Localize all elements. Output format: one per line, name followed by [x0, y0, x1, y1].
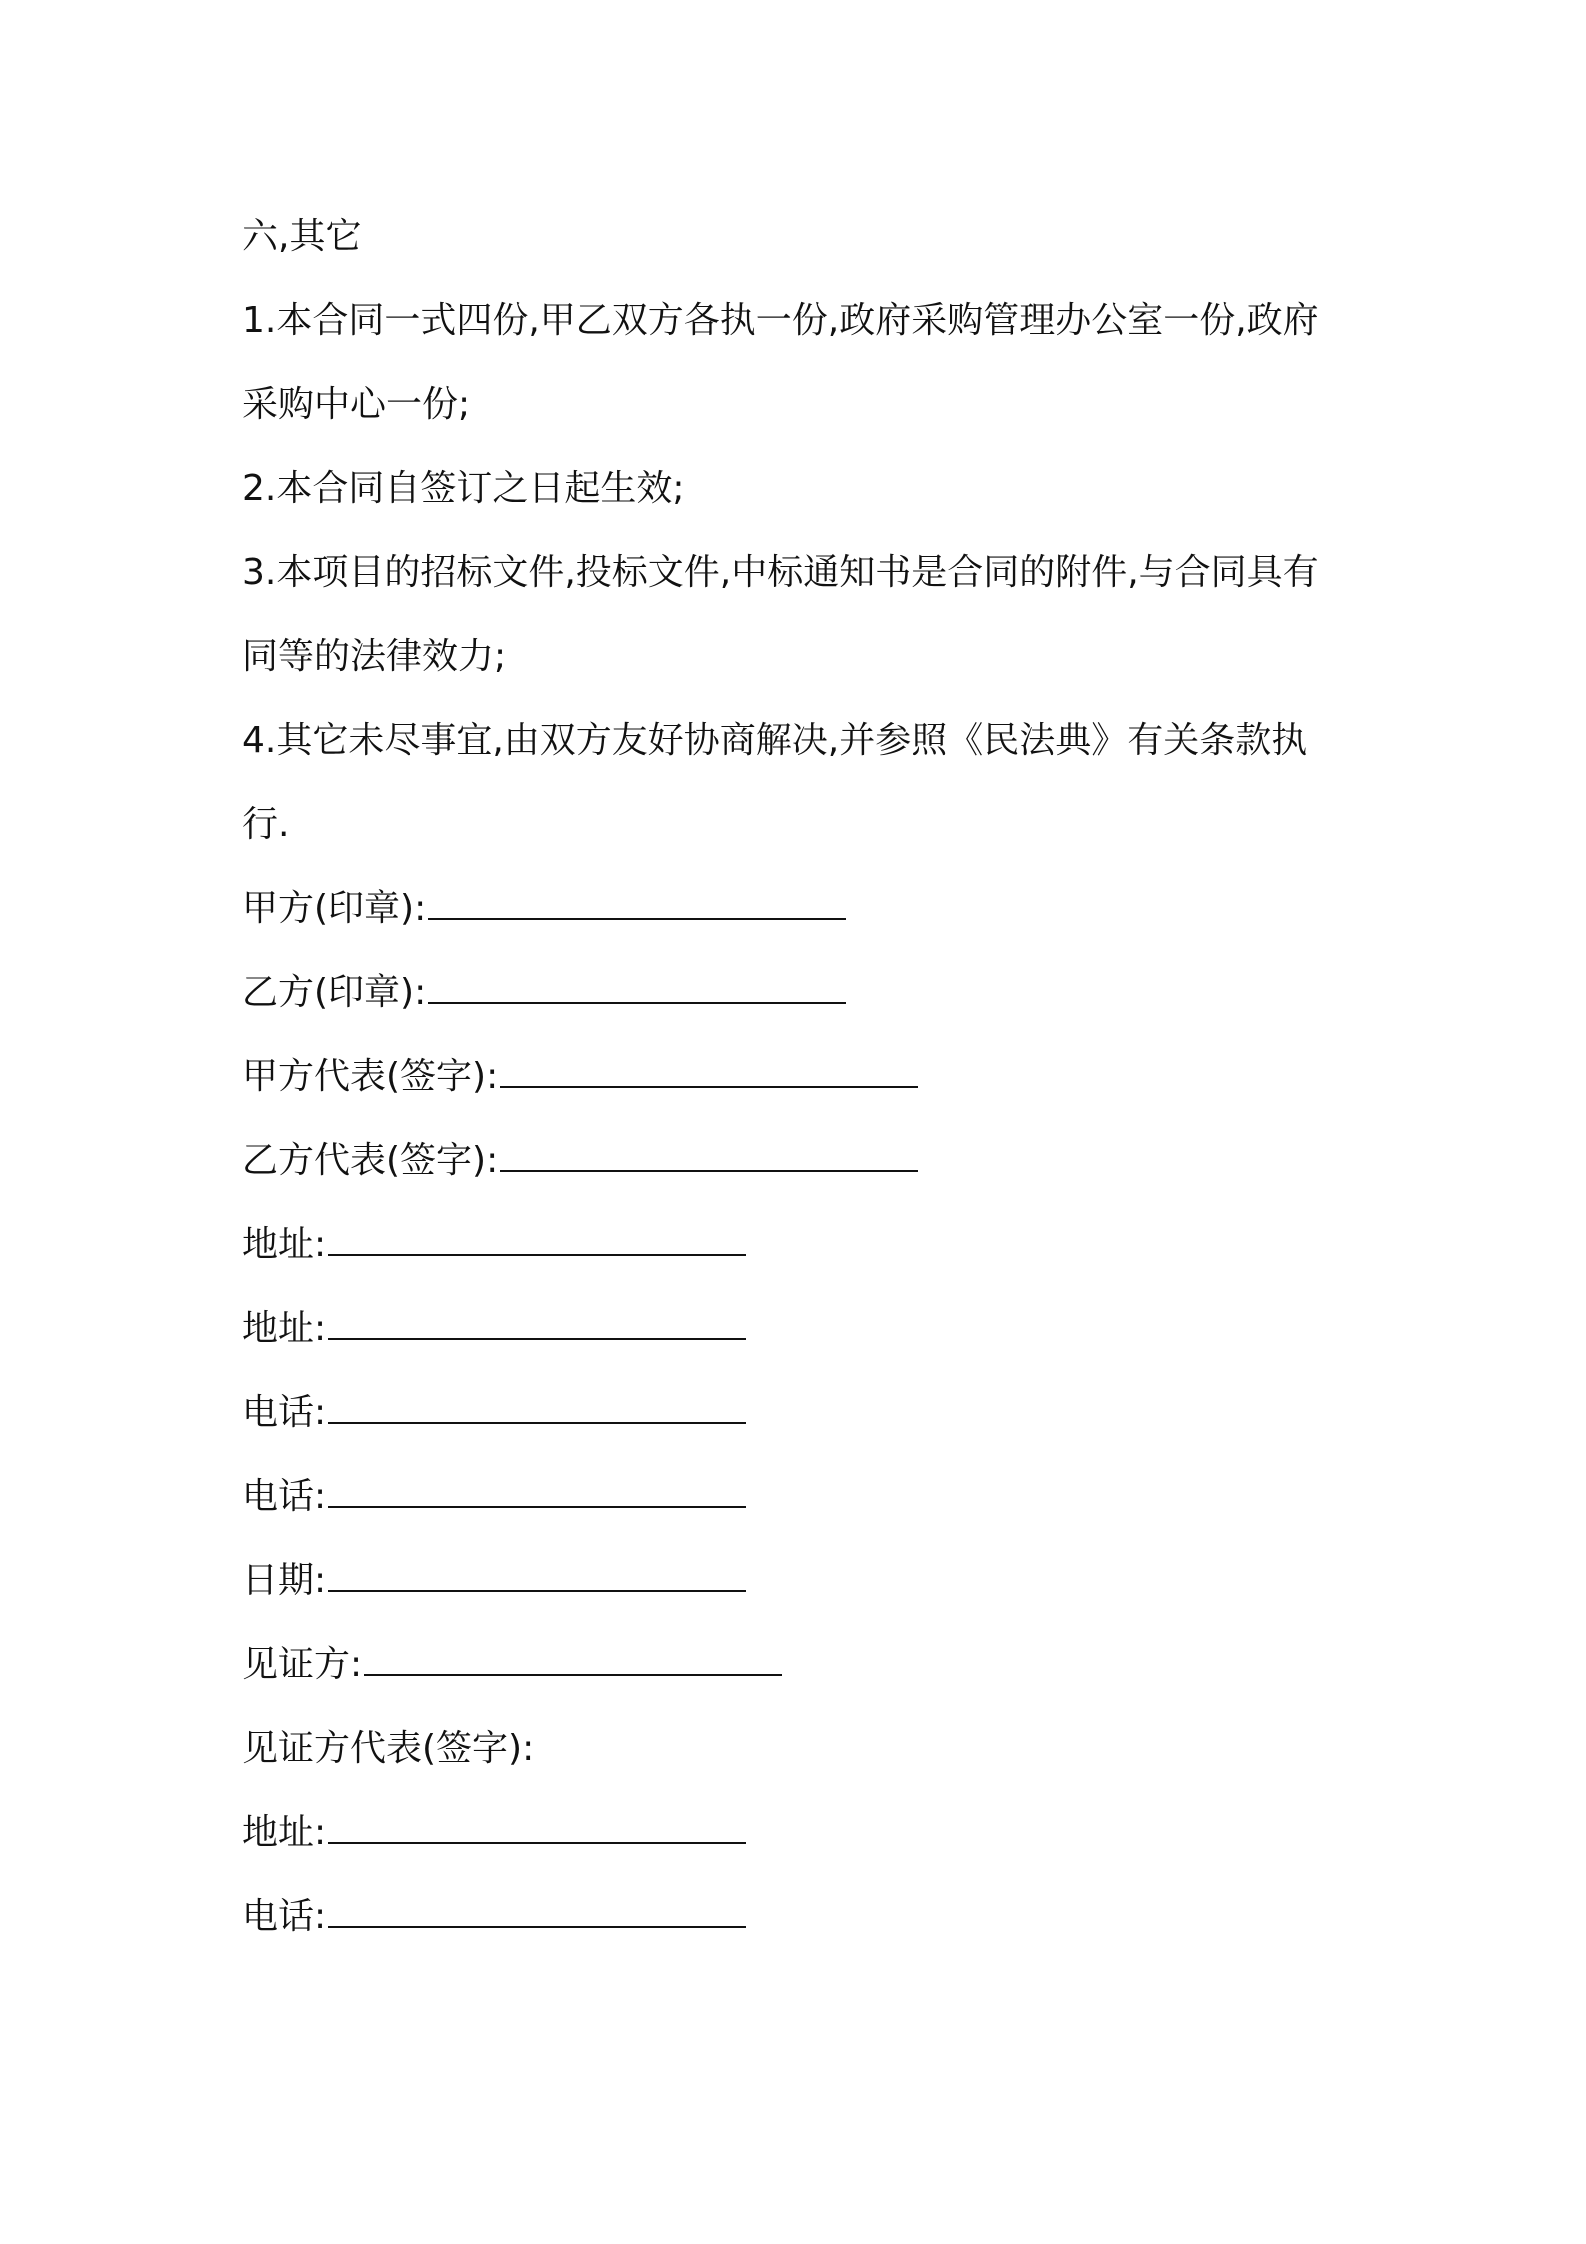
phone-blank-b[interactable]	[328, 1476, 746, 1508]
phone-field-a	[242, 1371, 1352, 1455]
address-label-b: 地址:	[242, 1308, 327, 1349]
party-b-seal-blank[interactable]	[428, 972, 846, 1004]
party-b-seal-label: 乙方(印章):	[242, 972, 427, 1013]
witness-phone-blank[interactable]	[328, 1896, 746, 1928]
party-b-rep-field	[242, 1119, 1352, 1203]
witness-phone-field	[242, 1875, 1352, 1959]
party-a-rep-field	[242, 1035, 1352, 1119]
section-title: 六,其它	[242, 216, 362, 257]
party-a-rep-blank[interactable]	[500, 1056, 918, 1088]
party-b-seal-field	[242, 951, 1352, 1035]
witness-field	[242, 1623, 1352, 1707]
date-field	[242, 1539, 1352, 1623]
party-a-seal-field	[242, 867, 1352, 951]
party-b-rep-label: 乙方代表(签字):	[242, 1140, 499, 1181]
witness-address-field	[242, 1791, 1352, 1875]
phone-field-b	[242, 1455, 1352, 1539]
address-field-b	[242, 1287, 1352, 1371]
party-a-rep-label: 甲方代表(签字):	[242, 1056, 499, 1097]
phone-label-b: 电话:	[242, 1476, 327, 1517]
clause-1: 1.本合同一式四份,甲乙双方各执一份,政府采购管理办公室一份,政府采购中心一份;	[242, 300, 1319, 425]
witness-phone-label: 电话:	[242, 1896, 327, 1937]
party-a-seal-label: 甲方(印章):	[242, 888, 427, 929]
phone-blank-a[interactable]	[328, 1392, 746, 1424]
clause-2: 2.本合同自签订之日起生效;	[242, 468, 685, 509]
date-label: 日期:	[242, 1560, 327, 1601]
witness-rep-label: 见证方代表(签字):	[242, 1728, 535, 1769]
witness-rep-field	[242, 1707, 1352, 1791]
address-blank-a[interactable]	[328, 1224, 746, 1256]
party-a-seal-blank[interactable]	[428, 888, 846, 920]
document-body	[242, 195, 1352, 1959]
clause-4: 4.其它未尽事宜,由双方友好协商解决,并参照《民法典》有关条款执行.	[242, 720, 1308, 845]
address-blank-b[interactable]	[328, 1308, 746, 1340]
phone-label-a: 电话:	[242, 1392, 327, 1433]
address-field-a	[242, 1203, 1352, 1287]
witness-address-blank[interactable]	[328, 1812, 746, 1844]
address-label-a: 地址:	[242, 1224, 327, 1265]
party-b-rep-blank[interactable]	[500, 1140, 918, 1172]
witness-blank[interactable]	[364, 1644, 782, 1676]
date-blank[interactable]	[328, 1560, 746, 1592]
witness-label: 见证方:	[242, 1644, 363, 1685]
clause-3: 3.本项目的招标文件,投标文件,中标通知书是合同的附件,与合同具有同等的法律效力;	[242, 552, 1319, 677]
witness-address-label: 地址:	[242, 1812, 327, 1853]
